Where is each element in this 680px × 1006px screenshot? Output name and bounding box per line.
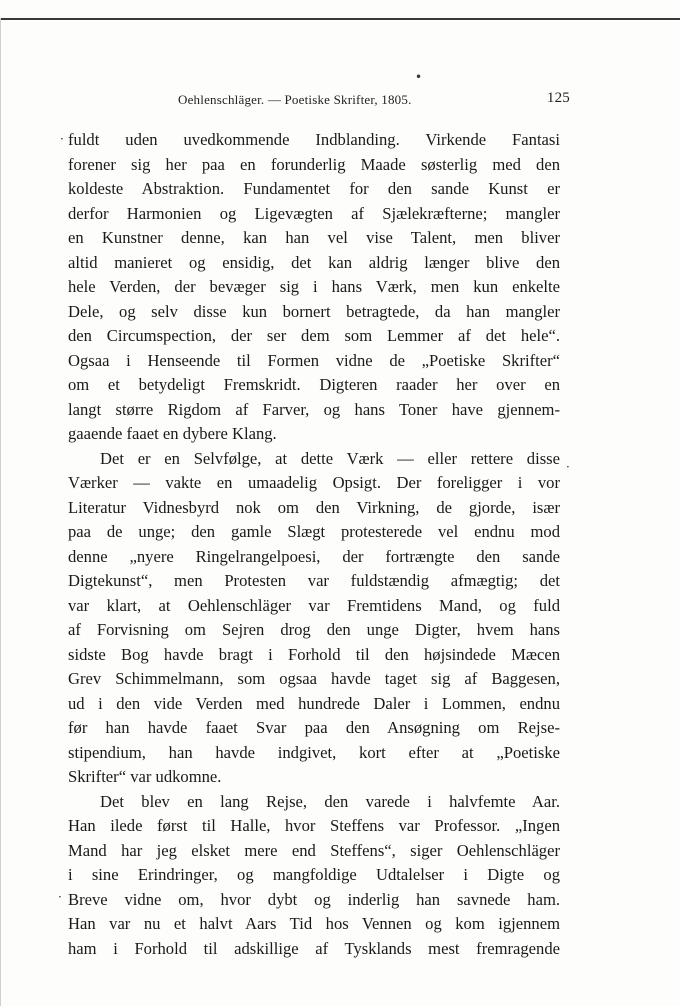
- running-header: [150, 90, 570, 110]
- text-line: Grev Schimmelmann, som ogsaa havde taget sig af Baggesen,: [68, 669, 560, 688]
- text-line: Værker — vakte en umaadelig Opsigt. Der foreligger i vor: [68, 473, 560, 492]
- text-line: forener sig her paa en forunderlig Maade søsterlig med den: [68, 154, 560, 174]
- text-line: Det blev en lang Rejse, den varede i halvfemte Aar.: [100, 791, 560, 811]
- text-line: Breve vidne om, hvor dybt og inderlig han savnede ham.: [68, 889, 560, 909]
- body-text: [68, 128, 560, 961]
- text-line: Skrifter“ var udkomne.: [68, 767, 222, 786]
- left-page-edge: [0, 18, 1, 1006]
- paragraph: [68, 128, 560, 447]
- text-line: fuldt uden uvedkommende Indblanding. Virkende Fantasi: [68, 130, 560, 149]
- text-line: Han var nu et halvt Aars Tid hos Vennen og kom igjennem: [68, 914, 560, 933]
- text-line: ham i Forhold til adskillige af Tysklands mest fremragende: [68, 938, 560, 958]
- text-line: Literatur Vidnesbyrd nok om den Virkning, de gjorde, især: [68, 497, 560, 517]
- page-number: 125: [546, 90, 570, 106]
- paragraph: [68, 447, 560, 790]
- text-line: derfor Harmonien og Ligevægten af Sjælekræfterne; mangler: [68, 203, 560, 223]
- text-line: altid manieret og ensidig, det kan aldrig længer blive den: [68, 252, 560, 272]
- text-line: langt større Rigdom af Farver, og hans Toner have gjennem-: [68, 399, 560, 419]
- margin-dot: ·: [58, 890, 62, 904]
- text-line: koldeste Abstraktion. Fundamentet for den sande Kunst er: [68, 179, 560, 198]
- text-line: om et betydeligt Fremskridt. Digteren raader her over en: [68, 375, 560, 394]
- text-line: af Forvisning om Sejren drog den unge Digter, hvem hans: [68, 620, 560, 639]
- paragraph: [68, 790, 560, 962]
- text-line: Ogsaa i Henseende til Formen vidne de „Poetiske Skrifter“: [68, 350, 560, 370]
- text-line: før han havde faaet Svar paa den Ansøgning om Rejse-: [68, 718, 560, 737]
- text-line: i sine Erindringer, og mangfoldige Udtalelser i Digte og: [68, 865, 560, 884]
- text-line: den Circumspection, der ser dem som Lemmer af det hele“.: [68, 326, 560, 345]
- text-line: Mand har jeg elsket mere end Steffens“, siger Oehlenschläger: [68, 840, 560, 860]
- text-line: stipendium, han havde indgivet, kort efter at „Poetiske: [68, 742, 560, 762]
- text-line: var klart, at Oehlenschläger var Fremtidens Mand, og fuld: [68, 595, 560, 615]
- text-line: Digtekunst“, men Protesten var fuldstændig afmægtig; det: [68, 571, 560, 590]
- text-line: ud i den vide Verden med hundrede Daler i Lommen, endnu: [68, 693, 560, 713]
- text-line: sidste Bog havde bragt i Forhold til den højsindede Mæcen: [68, 644, 560, 664]
- text-line: denne „nyere Ringelrangelpoesi, der fortrængte den sande: [68, 546, 560, 566]
- text-line: Han ilede først til Halle, hvor Steffens var Professor. „Ingen: [68, 816, 560, 835]
- top-border-rule: [0, 18, 680, 20]
- text-line: paa de unge; den gamle Slægt protesterede vel endnu mod: [68, 522, 560, 541]
- margin-dot: ·: [566, 460, 570, 474]
- text-line: hele Verden, der bevæger sig i hans Værk, men kun enkelte: [68, 277, 560, 296]
- text-line: Dele, og selv disse kun bornert betragtede, da han mangler: [68, 301, 560, 321]
- text-line: Det er en Selvfølge, at dette Værk — eller rettere disse: [100, 448, 560, 468]
- text-line: en Kunstner denne, kan han vel vise Talent, men bliver: [68, 228, 560, 247]
- ink-speck: •: [415, 70, 423, 84]
- text-line: gaaende faaet en dybere Klang.: [68, 424, 277, 443]
- margin-dot: ·: [60, 132, 64, 146]
- running-title: Oehlenschläger. — Poetiske Skrifter, 1805.: [178, 92, 412, 107]
